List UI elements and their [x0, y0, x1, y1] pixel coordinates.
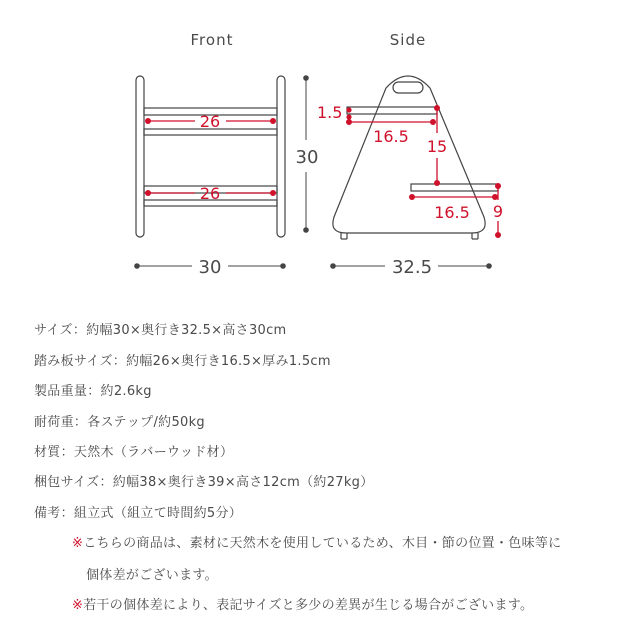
side-depth-dimension [330, 257, 492, 278]
note-wood-variation-line2: 個体差がございます。 [86, 568, 218, 583]
note-wood-variation-continued [86, 564, 218, 583]
note-mark: ※ [72, 536, 84, 551]
spec-load-capacity: 耐荷重：各ステップ/約50kg [34, 415, 205, 430]
side-view-title: Side [389, 31, 427, 49]
spec-material-value: 天然木（ラバーウッド材） [73, 445, 234, 460]
spec-material-label: 材質 [34, 445, 61, 460]
note-mark: ※ [72, 598, 84, 613]
spec-load-capacity-label: 耐荷重 [34, 415, 74, 430]
front-height-dimension [296, 75, 319, 233]
spec-remarks-value: 組立式（組立て時間約5分） [73, 506, 243, 521]
front-width-value: 30 [198, 257, 222, 278]
note-wood-variation [72, 532, 561, 551]
front-step-top-value: 26 [199, 112, 221, 131]
side-top-depth-value: 16.5 [373, 127, 409, 146]
side-step-gap-dimension [427, 105, 447, 186]
spec-size-label: サイズ [34, 323, 73, 338]
spec-step-board-size-value: 約幅26×奥行き16.5×厚み1.5cm [126, 354, 331, 369]
spec-size: サイズ：約幅30×奥行き32.5×高さ30cm [34, 323, 287, 338]
note-size-variance [72, 594, 533, 613]
spec-weight: 製品重量：約2.6kg [34, 384, 152, 399]
note-wood-variation-line1: こちらの商品は、素材に天然木を使用しているため、木目・節の位置・色味等に [83, 536, 562, 551]
spec-package-size-value: 約幅38×奥行き39×高さ12cm（約27kg） [112, 475, 374, 490]
note-size-variance-text: 若干の個体差により、表記サイズと多少の差異が生じる場合がございます。 [83, 598, 534, 613]
front-height-value: 30 [295, 147, 319, 168]
front-view-title: Front [190, 31, 234, 49]
side-board-thickness-value: 1.5 [317, 103, 343, 122]
spec-remarks: 備考：組立式（組立て時間約5分） [34, 506, 243, 521]
spec-step-board-size-label: 踏み板サイズ [34, 354, 113, 369]
front-view-outline [136, 76, 285, 237]
spec-size-value: 約幅30×奥行き32.5×高さ30cm [86, 323, 287, 338]
spec-package-size-label: 梱包サイズ [34, 475, 100, 490]
spec-step-board-size: 踏み板サイズ：約幅26×奥行き16.5×厚み1.5cm [34, 354, 331, 369]
spec-weight-label: 製品重量 [34, 384, 88, 399]
spec-package-size: 梱包サイズ：約幅38×奥行き39×高さ12cm（約27kg） [34, 475, 374, 490]
spec-remarks-label: 備考 [34, 506, 61, 521]
front-width-dimension [134, 257, 286, 278]
front-step-bottom-value: 26 [199, 184, 221, 203]
spec-load-capacity-value: 各ステップ/約50kg [87, 415, 205, 430]
side-depth-value: 32.5 [391, 257, 433, 278]
spec-material: 材質：天然木（ラバーウッド材） [34, 445, 234, 460]
side-step-gap-value: 15 [426, 137, 448, 156]
dimension-drawing [0, 0, 640, 300]
spec-weight-value: 約2.6kg [100, 384, 152, 399]
side-top-depth-dimension [346, 119, 436, 146]
side-bottom-height-value: 9 [492, 202, 504, 221]
side-view-outline [333, 76, 498, 239]
side-bottom-depth-value: 16.5 [434, 203, 470, 222]
